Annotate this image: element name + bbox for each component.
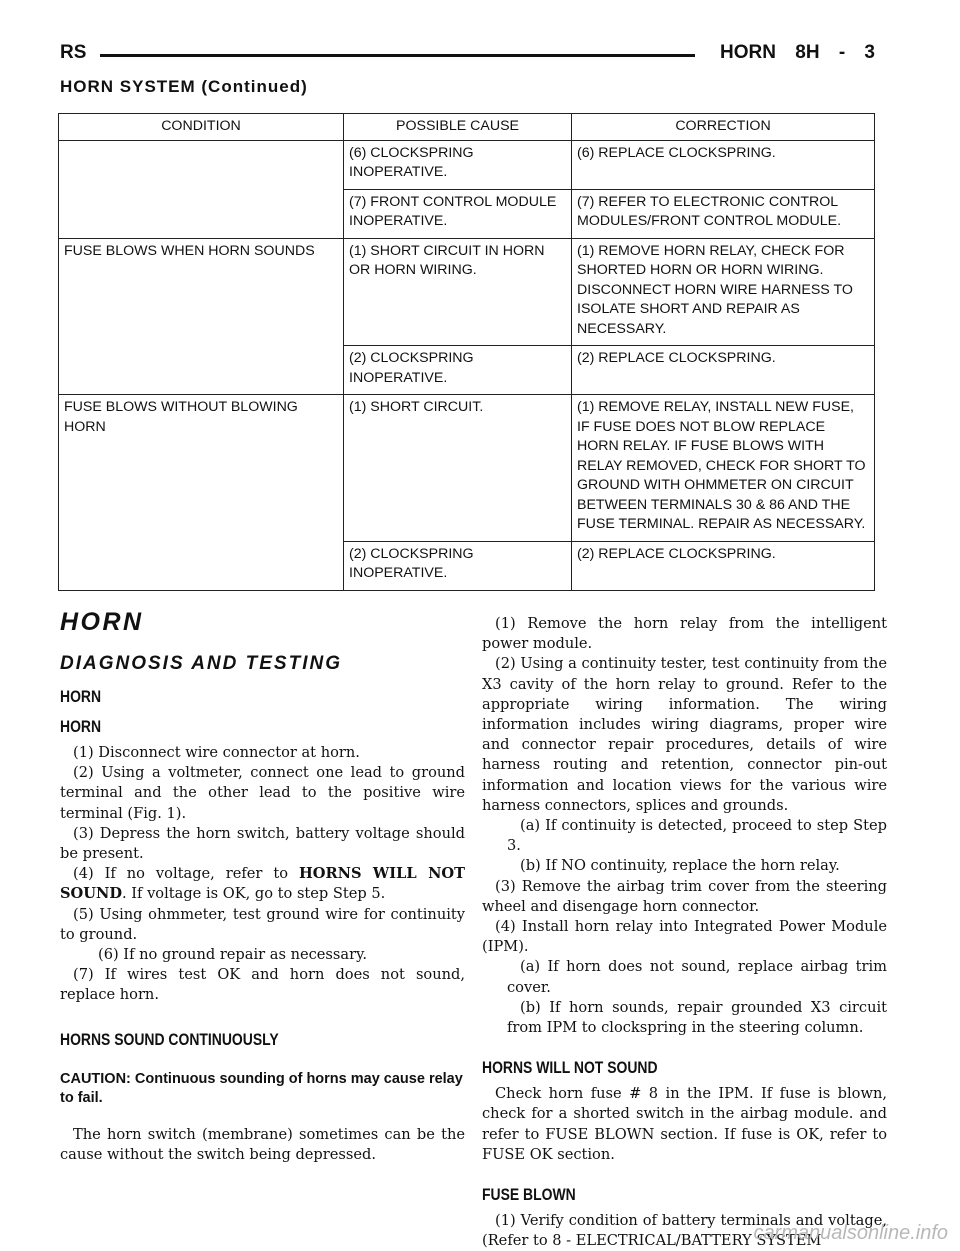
correction-cell: (1) REMOVE RELAY, INSTALL NEW FUSE, IF FUSE DOES NOT BLOW REPLACE HORN RELAY. IF FUSE BLOWS WITH RELAY REMOVED, CHECK FOR SHORT TO GROUND WITH OHMMETER ON CIRCUIT BETWEEN TERMINALS 30 & 86 AND THE FUSE TERMINAL. REPAIR AS NECESSARY. (572, 395, 875, 542)
condition-cell: FUSE BLOWS WITHOUT BLOWING HORN (59, 395, 344, 542)
table-row (59, 140, 875, 189)
will-not-sound-paragraph: Check horn fuse # 8 in the IPM. If fuse is blown, check for a shorted switch in the airbag module. and refer to FUSE BLOWN section. If fuse is OK, refer to FUSE OK section. (482, 1085, 887, 1163)
table-row (59, 395, 875, 542)
step-4-text-end: . If voltage is OK, go to step Step 5. (121, 885, 386, 903)
membrane-paragraph: The horn switch (membrane) sometimes can be the cause without the switch being depressed. (60, 1125, 465, 1163)
table-header-row (59, 114, 875, 141)
page-header (60, 42, 875, 72)
relay-step-4: (4) Install horn relay into Integrated Power Module (IPM). (482, 918, 887, 956)
caution-note: CAUTION: Continuous sounding of horns may cause relay to fail. (60, 1070, 463, 1106)
step-7: (7) If wires test OK and horn does not sound, replace horn. (60, 966, 465, 1004)
fuse-blown-step-1: (1) Verify condition of battery terminals and voltage, (Refer to 8 - ELECTRICAL/BATTERY SYSTEM (482, 1212, 887, 1250)
diagnosis-table (58, 113, 875, 591)
step-5: (5) Using ohmmeter, test ground wire for continuity to ground. (60, 905, 465, 943)
step-2: (2) Using a voltmeter, connect one lead to ground terminal and the other lead to the positive wire terminal (Fig. 1). (60, 764, 465, 822)
subsection-heading-diagnosis: DIAGNOSIS AND TESTING (60, 653, 342, 674)
step-1: (1) Disconnect wire connector at horn. (73, 744, 360, 761)
left-column (60, 608, 465, 1165)
relay-step-4a: (a) If horn does not sound, replace airbag trim cover. (507, 958, 887, 996)
relay-step-4b: (b) If horn sounds, repair grounded X3 circuit from IPM to clockspring in the steering column. (507, 998, 887, 1037)
step-6: (6) If no ground repair as necessary. (98, 946, 368, 964)
cause-cell: (2) CLOCKSPRING INOPERATIVE. (344, 346, 572, 395)
cause-cell: (7) FRONT CONTROL MODULE INOPERATIVE. (344, 189, 572, 238)
correction-cell: (2) REPLACE CLOCKSPRING. (572, 346, 875, 395)
heading-fuse-blown: FUSE BLOWN (482, 1185, 576, 1205)
header-cause: POSSIBLE CAUSE (344, 114, 572, 141)
heading-horns-will-not-sound: HORNS WILL NOT SOUND (482, 1058, 658, 1078)
relay-step-2a: (a) If continuity is detected, proceed to step Step 3. (507, 817, 887, 855)
right-column (482, 614, 887, 1251)
correction-cell: (6) REPLACE CLOCKSPRING. (572, 140, 875, 189)
cause-cell: (2) CLOCKSPRING INOPERATIVE. (344, 541, 572, 590)
header-rule (100, 54, 695, 57)
condition-cell (59, 140, 344, 189)
step-4 (60, 864, 465, 904)
section-heading-horn: HORN (60, 608, 144, 636)
table-row (59, 541, 875, 590)
watermark: carmanualsonline.info (753, 1222, 948, 1244)
condition-cell (59, 189, 344, 238)
heading-horn-test: HORN (60, 717, 102, 736)
correction-cell: (1) REMOVE HORN RELAY, CHECK FOR SHORTED HORN OR HORN WIRING. DISCONNECT HORN WIRE HARNESS TO ISOLATE SHORT AND REPAIR AS NECESSARY. (572, 238, 875, 346)
table-row (59, 238, 875, 346)
heading-horn: HORN (60, 687, 102, 706)
relay-step-2b: (b) If NO continuity, replace the horn relay. (520, 857, 840, 875)
relay-step-3: (3) Remove the airbag trim cover from the steering wheel and disengage horn connector. (482, 877, 887, 915)
header-section: HORN (720, 42, 776, 63)
table-row (59, 189, 875, 238)
relay-step-2: (2) Using a continuity tester, test continuity from the X3 cavity of the horn relay to ground. Refer to the appropriate wiring information. The wiring information includes wiring diagrams, proper wire and connector repair procedures, details of wire harness routing and retention, connector pin-out information and location views for the various wire harness connectors, splices and grounds. (482, 655, 887, 814)
step-4-reference: HORNS WILL NOT SOUND (60, 865, 465, 903)
header-left-code: RS (60, 42, 87, 63)
cause-cell: (1) SHORT CIRCUIT IN HORN OR HORN WIRING. (344, 238, 572, 346)
header-page-number: 8H - 3 (795, 42, 875, 63)
header-correction: CORRECTION (572, 114, 875, 141)
table-row (59, 346, 875, 395)
correction-cell: (7) REFER TO ELECTRONIC CONTROL MODULES/FRONT CONTROL MODULE. (572, 189, 875, 238)
step-4-text: (4) If no voltage, refer to (73, 865, 299, 883)
condition-cell (59, 346, 344, 395)
continued-title: HORN SYSTEM (Continued) (60, 77, 308, 96)
heading-horns-sound-continuously: HORNS SOUND CONTINUOUSLY (60, 1029, 279, 1049)
relay-step-1: (1) Remove the horn relay from the intelligent power module. (482, 615, 887, 653)
condition-cell (59, 541, 344, 590)
cause-cell: (1) SHORT CIRCUIT. (344, 395, 572, 542)
cause-cell: (6) CLOCKSPRING INOPERATIVE. (344, 140, 572, 189)
condition-cell: FUSE BLOWS WHEN HORN SOUNDS (59, 238, 344, 346)
header-condition: CONDITION (59, 114, 344, 141)
header-right (720, 42, 875, 64)
correction-cell: (2) REPLACE CLOCKSPRING. (572, 541, 875, 590)
step-3: (3) Depress the horn switch, battery voltage should be present. (60, 824, 465, 863)
